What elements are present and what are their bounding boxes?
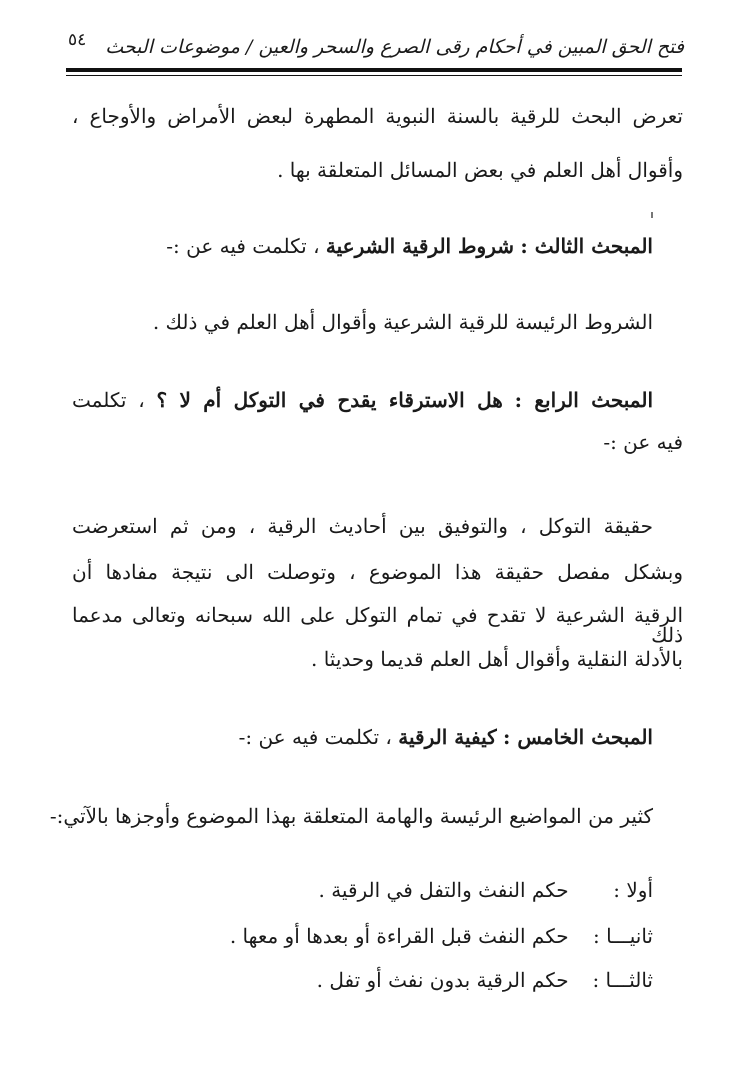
section3-tail: ، تكلمت فيه عن :- [166, 234, 320, 258]
section3-heading-line [166, 236, 653, 256]
header-rule-thick [66, 68, 682, 72]
list-item-label: أولا : [613, 878, 653, 902]
list-item-label: ثانيـــا : [592, 924, 653, 948]
intro-line-1: تعرض البحث للرقية بالسنة النبوية المطهرة لبعض الأمراض والأوجاع ، [72, 104, 683, 128]
section5-heading: المبحث الخامس : [503, 725, 653, 749]
section3-topic: شروط الرقية الشرعية [325, 234, 515, 258]
list-item-text: حكم النفث والتفل في الرقية . [318, 878, 569, 902]
intro-line-2: وأقوال أهل العلم في بعض المسائل المتعلقة بها . [277, 158, 683, 182]
list-item-text: حكم الرقية بدون نفث أو تفل . [316, 968, 569, 992]
section3-heading: المبحث الثالث : [520, 234, 653, 258]
section4-tail: ، تكلمت [72, 388, 145, 412]
list-item-label: ثالثـــا : [592, 968, 653, 992]
section4-body-line-4: بالأدلة النقلية وأقوال أهل العلم قديما وحديثا . [310, 647, 683, 671]
list-item [317, 970, 653, 990]
section4-heading-line [72, 390, 653, 410]
list-item [230, 926, 653, 946]
section4-body-line-2: وبشكل مفصل حقيقة هذا الموضوع ، وتوصلت الى نتيجة مفادها أن [72, 560, 683, 584]
section5-intro: كثير من المواضيع الرئيسة والهامة المتعلقة بهذا الموضوع وأوجزها بالآتي:- [49, 804, 653, 828]
section4-heading-line-2: فيه عن :- [603, 430, 683, 454]
header-rule-thin [66, 75, 682, 76]
section5-tail: ، تكلمت فيه عن :- [238, 725, 392, 749]
running-header [62, 30, 684, 64]
header-title: فتح الحق المبين في أحكام رقى الصرع والسحر والعين / موضوعات البحث [105, 36, 684, 58]
section3-body: الشروط الرئيسة للرقية الشرعية وأقوال أهل العلم في ذلك . [152, 310, 653, 334]
section4-body-line-3: الرقية الشرعية لا تقدح في تمام التوكل على الله سبحانه وتعالى مدعما ذلك [72, 603, 683, 647]
section5-topic: كيفية الرقية [398, 725, 497, 749]
list-item [318, 880, 653, 900]
list-item-text: حكم النفث قبل القراءة أو بعدها أو معها . [229, 924, 569, 948]
margin-mark [651, 212, 653, 218]
section4-heading: المبحث الرابع : [514, 388, 654, 412]
section4-topic: هل الاسترقاء يقدح في التوكل أم لا ؟ [156, 388, 503, 412]
page-number: ٥٤ [68, 30, 87, 50]
section4-body-line-1: حقيقة التوكل ، والتوفيق بين أحاديث الرقية ، ومن ثم استعرضت [72, 514, 653, 538]
section5-heading-line [239, 727, 653, 747]
